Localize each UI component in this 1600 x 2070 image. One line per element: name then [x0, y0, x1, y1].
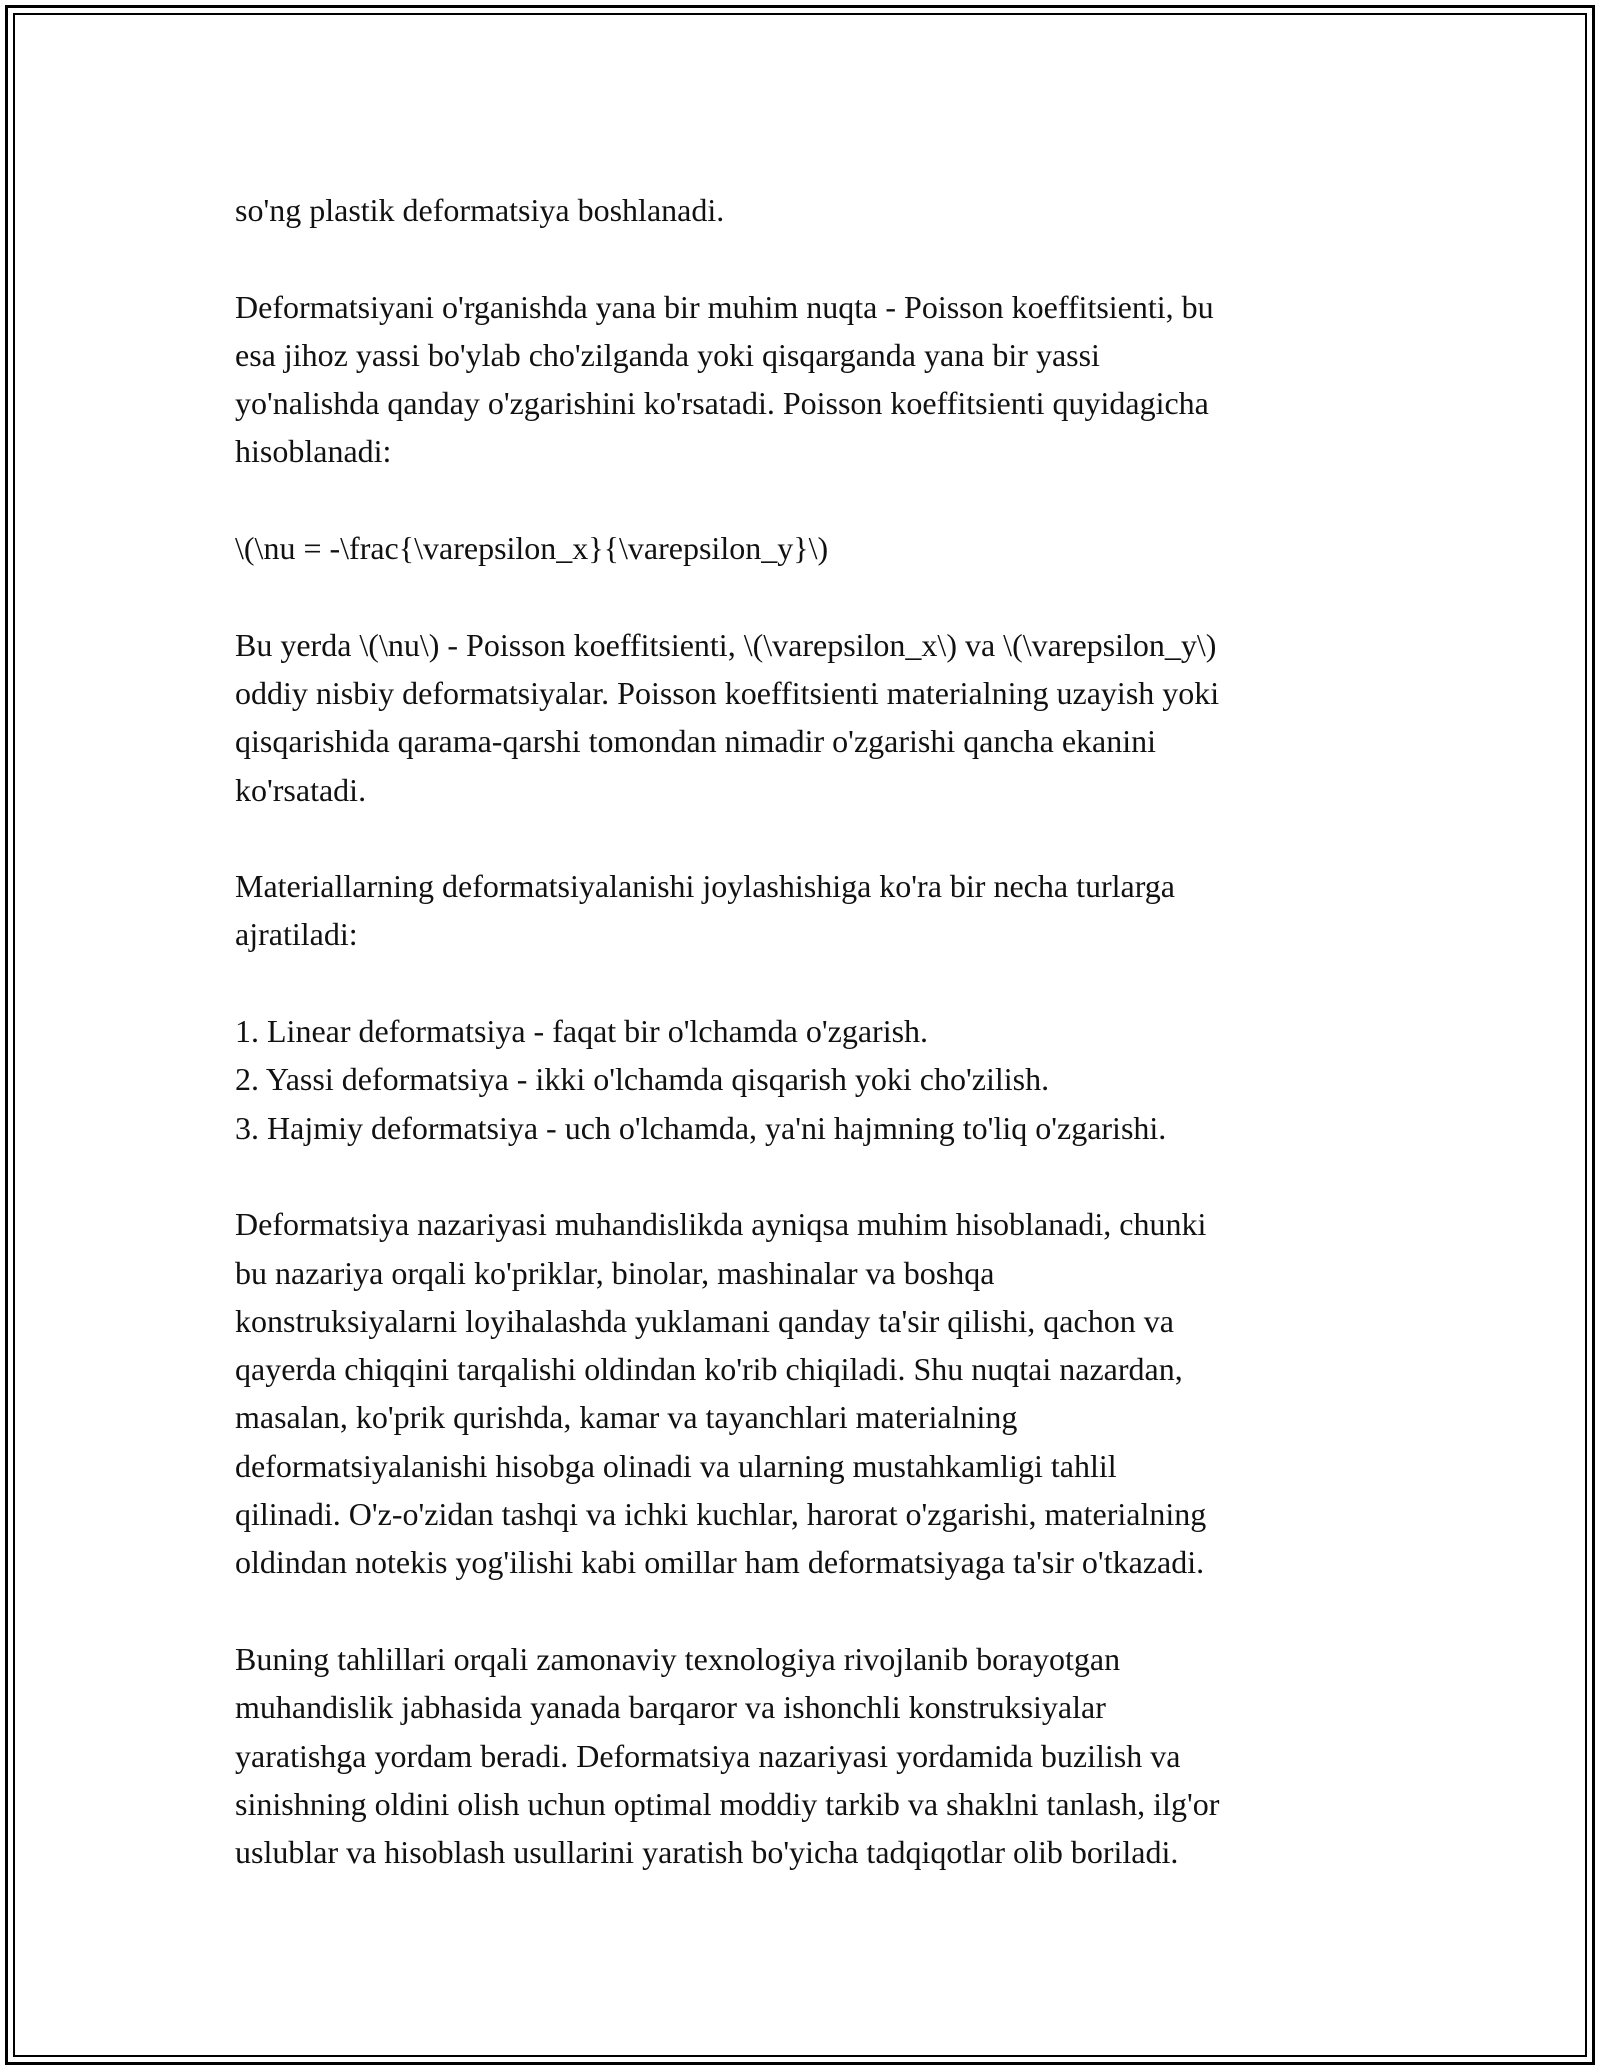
text-line: Deformatsiya nazariyasi muhandislikda ayniqsa muhim hisoblanadi, chunki: [235, 1206, 1207, 1243]
text-line: ajratiladi:: [235, 916, 358, 953]
paragraph-formula: [235, 524, 1385, 572]
text-line: hisoblanadi:: [235, 433, 392, 470]
text-line: yaratishga yordam beradi. Deformatsiya nazariyasi yordamida buzilish va: [235, 1737, 1181, 1774]
text-line: bu nazariya orqali ko'priklar, binolar, mashinalar va boshqa: [235, 1254, 995, 1291]
text-line: muhandislik jabhasida yanada barqaror va ishonchli konstruksiyalar: [235, 1689, 1106, 1726]
text-line: Bu yerda \(\nu\) - Poisson koeffitsienti, \(\varepsilon_x\) va \(\varepsilon_y\): [235, 626, 1217, 663]
list-item: 1. Linear deformatsiya - faqat bir o'lchamda o'zgarish.: [235, 1013, 929, 1050]
list-item: 2. Yassi deformatsiya - ikki o'lchamda qisqarish yoki cho'zilish.: [235, 1061, 1050, 1098]
document-body: [235, 186, 1385, 1925]
paragraph-formula-explanation: [235, 621, 1385, 814]
formula-line: \(\nu = -\frac{\varepsilon_x}{\varepsilon_y}\): [235, 530, 829, 567]
text-line: Buning tahlillari orqali zamonaviy texnologiya rivojlanib borayotgan: [235, 1640, 1121, 1677]
text-line: so'ng plastik deformatsiya boshlanadi.: [235, 192, 725, 228]
text-line: yo'nalishda qanday o'zgarishini ko'rsatadi. Poisson koeffitsienti quyidagicha: [235, 385, 1209, 422]
paragraph-poisson-intro: [235, 283, 1385, 476]
text-line: konstruksiyalarni loyihalashda yuklamani qanday ta'sir qilishi, qachon va: [235, 1302, 1174, 1339]
text-line: qayerda chiqqini tarqalishi oldindan ko'rib chiqiladi. Shu nuqtai nazardan,: [235, 1351, 1183, 1388]
text-line: sinishning oldini olish uchun optimal moddiy tarkib va shaklni tanlash, ilg'or: [235, 1785, 1220, 1822]
paragraph-engineering-importance: [235, 1200, 1385, 1586]
paragraph-types-intro: [235, 862, 1385, 959]
text-line: oddiy nisbiy deformatsiyalar. Poisson koeffitsienti materialning uzayish yoki: [235, 674, 1220, 711]
text-line: Deformatsiyani o'rganishda yana bir muhim nuqta - Poisson koeffitsienti, bu: [235, 288, 1214, 325]
text-line: qilinadi. O'z-o'zidan tashqi va ichki kuchlar, harorat o'zgarishi, materialning: [235, 1496, 1207, 1533]
paragraph-intro-fragment: [235, 186, 1385, 234]
text-line: uslublar va hisoblash usullarini yaratish bo'yicha tadqiqotlar olib boriladi.: [235, 1834, 1179, 1871]
paragraph-conclusion: [235, 1635, 1385, 1876]
text-line: ko'rsatadi.: [235, 771, 367, 808]
list-item: 3. Hajmiy deformatsiya - uch o'lchamda, ya'ni hajmning to'liq o'zgarishi.: [235, 1109, 1167, 1146]
text-line: esa jihoz yassi bo'ylab cho'zilganda yoki qisqarganda yana bir yassi: [235, 336, 1100, 373]
numbered-list-deformation-types: [235, 1007, 1385, 1152]
text-line: oldindan notekis yog'ilishi kabi omillar ham deformatsiyaga ta'sir o'tkazadi.: [235, 1544, 1205, 1581]
text-line: Materiallarning deformatsiyalanishi joylashishiga ko'ra bir necha turlarga: [235, 868, 1175, 905]
text-line: masalan, ko'prik qurishda, kamar va tayanchlari materialning: [235, 1399, 1018, 1436]
text-line: qisqarishida qarama-qarshi tomondan nimadir o'zgarishi qancha ekanini: [235, 723, 1157, 760]
text-line: deformatsiyalanishi hisobga olinadi va ularning mustahkamligi tahlil: [235, 1447, 1117, 1484]
